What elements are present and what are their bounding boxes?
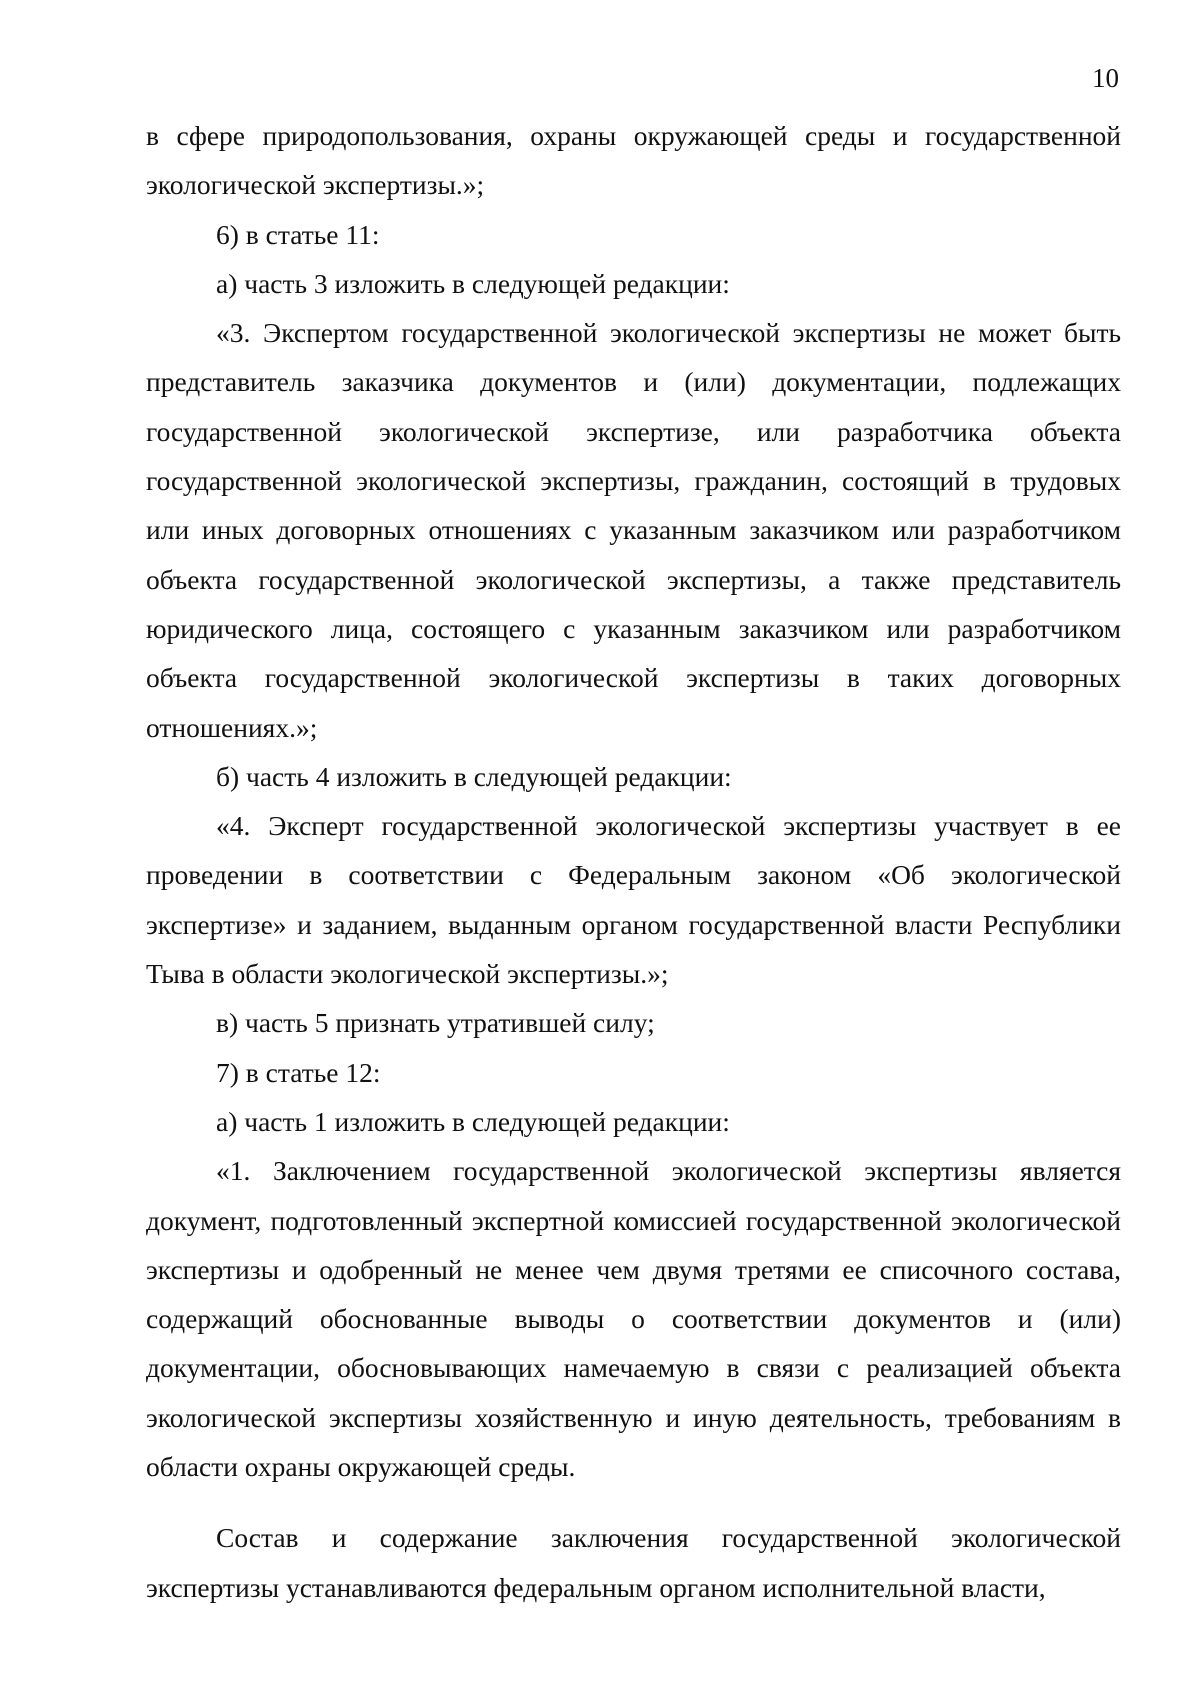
paragraph-part-3-heading: а) часть 3 изложить в следующей редакции: <box>216 267 730 299</box>
paragraph-part-3-text: «3. Экспертом государственной экологической экспертизы не может быть представитель заказчика документов и (или) документации, подлежащих государственной экологической экспертизе, или разработчика объекта государственной экологической экспертизы, гражданин, состоящий в трудовых или иных договорных отношениях с указанным заказчиком или разработчиком объекта государственной экологической экспертизы, а также представитель юридического лица, состоящего с указанным заказчиком или разработчиком объекта государственной экологической экспертизы в таких договорных отношениях.»; <box>146 317 1121 743</box>
paragraph-continuation: в сфере природопользования, охраны окружающей среды и государственной экологической экспертизы.»; <box>146 120 1121 201</box>
paragraph-article-11: 6) в статье 11: <box>216 218 380 250</box>
paragraph-part-5: в) часть 5 признать утратившей силу; <box>216 1007 655 1039</box>
paragraph-article-12: 7) в статье 12: <box>216 1056 381 1088</box>
paragraph-part-4-heading: б) часть 4 изложить в следующей редакции: <box>216 760 732 792</box>
paragraph-part-1-heading: а) часть 1 изложить в следующей редакции: <box>216 1105 730 1137</box>
document-body <box>146 111 1121 1612</box>
paragraph-conclusion-composition: Состав и содержание заключения государственной экологической экспертизы устанавливаются федеральным органом исполнительной власти, <box>146 1522 1121 1603</box>
paragraph-part-1-text: «1. Заключением государственной экологической экспертизы является документ, подготовленный экспертной комиссией государственной экологической экспертизы и одобренный не менее чем двумя третями ее списочного состава, содержащий обоснованные выводы о соответствии документов и (или) документации, обосновывающих намечаемую в связи с реализацией объекта экологической экспертизы хозяйственную и иную деятельность, требованиям в области охраны окружающей среды. <box>146 1155 1121 1483</box>
page-number: 10 <box>1092 63 1119 93</box>
paragraph-part-4-text: «4. Эксперт государственной экологической экспертизы участвует в ее проведении в соответствии с Федеральным законом «Об экологической экспертизе» и заданием, выданным органом государственной власти Республики Тыва в области экологической экспертизы.»; <box>146 810 1121 990</box>
